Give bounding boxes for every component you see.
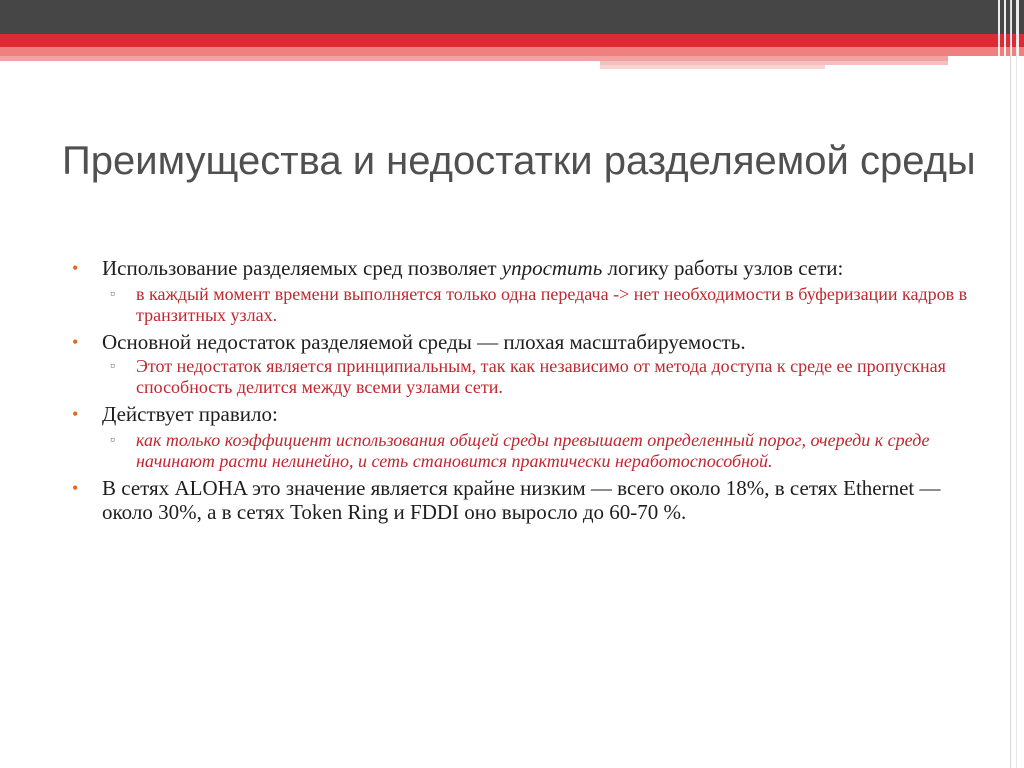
bullet-text: Основной недостаток разделяемой среды — плохая масштабируемость. xyxy=(102,330,746,354)
bullet-text: логику работы узлов сети: xyxy=(602,256,844,280)
header-dark-band xyxy=(0,0,1024,34)
sub-bullet-item xyxy=(72,356,972,398)
sub-bullet-square-icon: ▫ xyxy=(110,433,115,448)
sub-bullet-item xyxy=(72,284,972,326)
right-edge-line xyxy=(1010,0,1011,768)
bullet-item xyxy=(72,476,972,524)
bullet-item xyxy=(72,256,972,280)
sub-bullet-item xyxy=(72,430,972,472)
decor-vertical-stripe xyxy=(1004,0,1006,70)
header-pink-stripe-shorter xyxy=(600,65,825,69)
bullet-text: В сетях ALOHA это значение является крайне низким — всего около 18%, в сетях Ethernet — около 30%, а в сетях Token Ring и FDDI оно выросло до 60-70 %. xyxy=(102,476,941,524)
header-red-band xyxy=(0,34,1024,47)
slide-title: Преимущества и недостатки разделяемой среды xyxy=(62,139,976,183)
sub-bullet-text: как только коэффициент использования общей среды превышает определенный порог, очереди к среде начинают расти нелинейно, и сеть становится практически неработоспособной. xyxy=(136,430,930,471)
slide-body xyxy=(72,256,972,524)
bullet-dot-icon: • xyxy=(72,404,79,424)
decor-vertical-stripe xyxy=(998,0,1000,70)
sub-bullet-square-icon: ▫ xyxy=(110,287,115,302)
decor-vertical-stripe xyxy=(1017,0,1019,70)
bullet-text: Действует правило: xyxy=(102,402,278,426)
sub-bullet-square-icon: ▫ xyxy=(110,359,115,374)
header-pink-band xyxy=(0,47,1024,56)
bullet-text: Использование разделяемых сред позволяет xyxy=(102,256,502,280)
sub-bullet-text: в каждый момент времени выполняется только одна передача -> нет необходимости в буферизации кадров в транзитных узлах. xyxy=(136,284,968,325)
bullet-item xyxy=(72,402,972,426)
bullet-item xyxy=(72,330,972,354)
right-edge-line xyxy=(1016,0,1017,768)
sub-bullet-text: Этот недостаток является принципиальным, так как независимо от метода доступа к среде ее пропускная способность делится между всеми узлами сети. xyxy=(136,356,946,397)
bullet-dot-icon: • xyxy=(72,478,79,498)
bullet-text-emphasis: упростить xyxy=(501,256,603,280)
bullet-dot-icon: • xyxy=(72,332,79,352)
bullet-dot-icon: • xyxy=(72,258,79,278)
